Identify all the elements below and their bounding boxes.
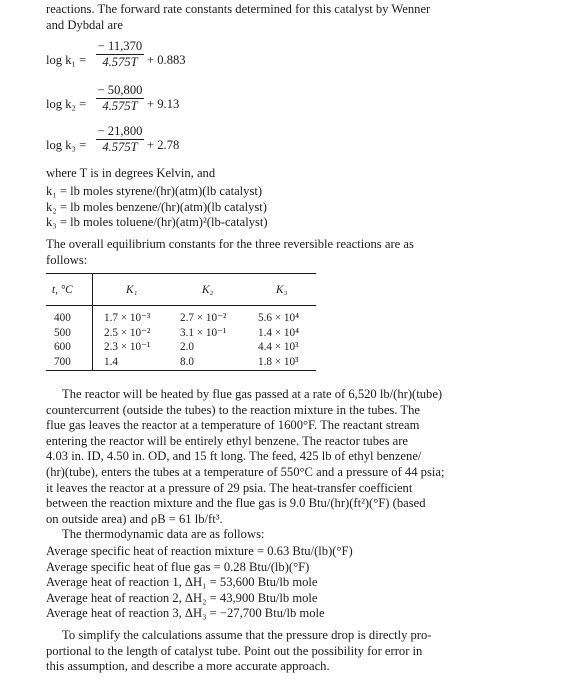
- table-cell: 600: [54, 341, 71, 353]
- definition-k1: k₁ = lb moles styrene/(hr)(atm)(lb catalyst): [46, 184, 263, 198]
- reactor-line: (hr)(tube), enters the tubes at a temperature of 550°C and a pressure of 44 psia;: [46, 464, 445, 479]
- table-cell: 1.4 × 10⁴: [258, 326, 299, 339]
- reactor-line: 4.03 in. ID, 4.50 in. OD, and 15 ft long. The feed, 425 lb of ethyl benzene/: [46, 449, 422, 464]
- reactor-line: it leaves the reactor at a pressure of 29 psia. The heat-transfer coefficient: [46, 480, 413, 495]
- reactor-paragraph: [46, 387, 556, 543]
- closing-paragraph: [46, 628, 556, 675]
- table-cell: 8.0: [180, 355, 194, 368]
- intro-line-2: and Dybdal are: [46, 17, 123, 32]
- where-text: where T is in degrees Kelvin, and: [46, 166, 216, 180]
- table-cell: 1.7 × 10⁻³: [104, 312, 151, 324]
- intro-line-1: reactions. The forward rate constants determined for this catalyst by Wenner: [46, 2, 431, 16]
- table-cell: 500: [54, 326, 71, 339]
- table-cell: 3.1 × 10⁻¹: [180, 326, 227, 339]
- equation-3-numerator: − 21,800: [97, 124, 143, 138]
- reactor-line: between the reaction mixture and the flue gas is 9.0 Btu/(hr)(ft²)(°F) (based: [46, 496, 426, 511]
- definition-k2: k₂ = lb moles benzene/(hr)(atm)(lb catalyst): [46, 199, 267, 214]
- table-cell: 2.7 × 10⁻²: [180, 312, 227, 324]
- equilibrium-intro-line-1: The overall equilibrium constants for the three reversible reactions are as: [46, 237, 414, 251]
- reactor-line: countercurrent (outside the tubes) to the reaction mixture in the tubes. The: [46, 402, 420, 417]
- table-column-k3: [258, 311, 299, 369]
- table-cell: 2.3 × 10⁻¹: [104, 341, 151, 353]
- equation-2-rhs: + 9.13: [147, 97, 180, 111]
- table-column-k2: [180, 311, 226, 369]
- equation-2-fraction: [96, 83, 144, 114]
- table-cell: 2.0: [180, 341, 194, 353]
- table-header-temperature: t, °C: [52, 284, 73, 296]
- table-cell: 4.4 × 10³: [258, 341, 299, 353]
- table-header-k2: K₂: [202, 284, 214, 296]
- rate-constant-definitions: [46, 184, 366, 231]
- thermo-data-line: Average specific heat of flue gas = 0.28 Btu/(lb)(°F): [46, 559, 310, 574]
- table-column-divider: [92, 273, 93, 370]
- closing-line: portional to the length of catalyst tube. Point out the possibility for error in: [46, 643, 423, 658]
- reactor-line: entering the reactor will be entirely ethyl benzene. The reactor tubes are: [46, 433, 409, 448]
- table-column-k1: [104, 311, 150, 369]
- equation-1-fraction: [96, 39, 144, 70]
- table-cell: 1.8 × 10³: [258, 355, 299, 368]
- table-cell: 2.5 × 10⁻²: [104, 326, 151, 339]
- intro-paragraph: [46, 2, 556, 33]
- thermo-data-line: Average heat of reaction 1, ΔH₁ = 53,600 Btu/lb mole: [46, 575, 318, 590]
- equation-1-rhs: + 0.883: [147, 53, 186, 67]
- table-column-temperature: [54, 311, 71, 369]
- table-cell: 400: [54, 312, 71, 324]
- thermo-data-line: Average specific heat of reaction mixture = 0.63 Btu/(lb)(°F): [46, 544, 353, 558]
- equation-2-lhs: log k₂ =: [46, 97, 87, 111]
- equation-2-numerator: − 50,800: [97, 83, 143, 97]
- equilibrium-intro: [46, 237, 556, 268]
- table-header-k3: K₃: [276, 284, 288, 296]
- table-top-rule: [46, 273, 316, 274]
- reactor-line: The reactor will be heated by flue gas passed at a rate of 6,520 lb/(hr)(tube): [62, 387, 443, 401]
- table-cell: 700: [54, 355, 71, 368]
- table-header-rule: [46, 305, 316, 306]
- equation-3-rhs: + 2.78: [147, 138, 180, 152]
- equation-3-lhs: log k₃ =: [46, 138, 87, 152]
- equation-3-fraction: [96, 124, 144, 155]
- table-bottom-rule: [46, 370, 316, 371]
- table-cell: 1.4: [104, 355, 118, 368]
- equation-1-denominator: 4.575T: [102, 55, 138, 69]
- equation-3-denominator: 4.575T: [102, 140, 138, 154]
- equation-2-denominator: 4.575T: [102, 99, 138, 113]
- reactor-line: on outside area) and ρB = 61 lb/ft³.: [46, 511, 223, 526]
- definition-k3: k₃ = lb moles toluene/(hr)(atm)²(lb-catalyst): [46, 215, 268, 230]
- thermo-data-line: Average heat of reaction 3, ΔH₃ = −27,700 Btu/lb mole: [46, 606, 325, 621]
- thermo-intro: The thermodynamic data are as follows:: [62, 527, 265, 542]
- closing-line: this assumption, and describe a more accurate approach.: [46, 659, 330, 674]
- closing-line: To simplify the calculations assume that the pressure drop is directly pro-: [62, 628, 432, 642]
- equilibrium-intro-line-2: follows:: [46, 252, 88, 267]
- thermodynamic-data: [46, 544, 466, 622]
- equation-1-numerator: − 11,370: [97, 39, 143, 53]
- thermo-data-line: Average heat of reaction 2, ΔH₂ = 43,900 Btu/lb mole: [46, 590, 318, 605]
- equation-1-lhs: log k₁ =: [46, 53, 87, 67]
- reactor-line: flue gas leaves the reactor at a temperature of 1600°F. The reactant stream: [46, 418, 420, 433]
- table-cell: 5.6 × 10⁴: [258, 312, 299, 324]
- table-header-k1: K₁: [126, 284, 138, 296]
